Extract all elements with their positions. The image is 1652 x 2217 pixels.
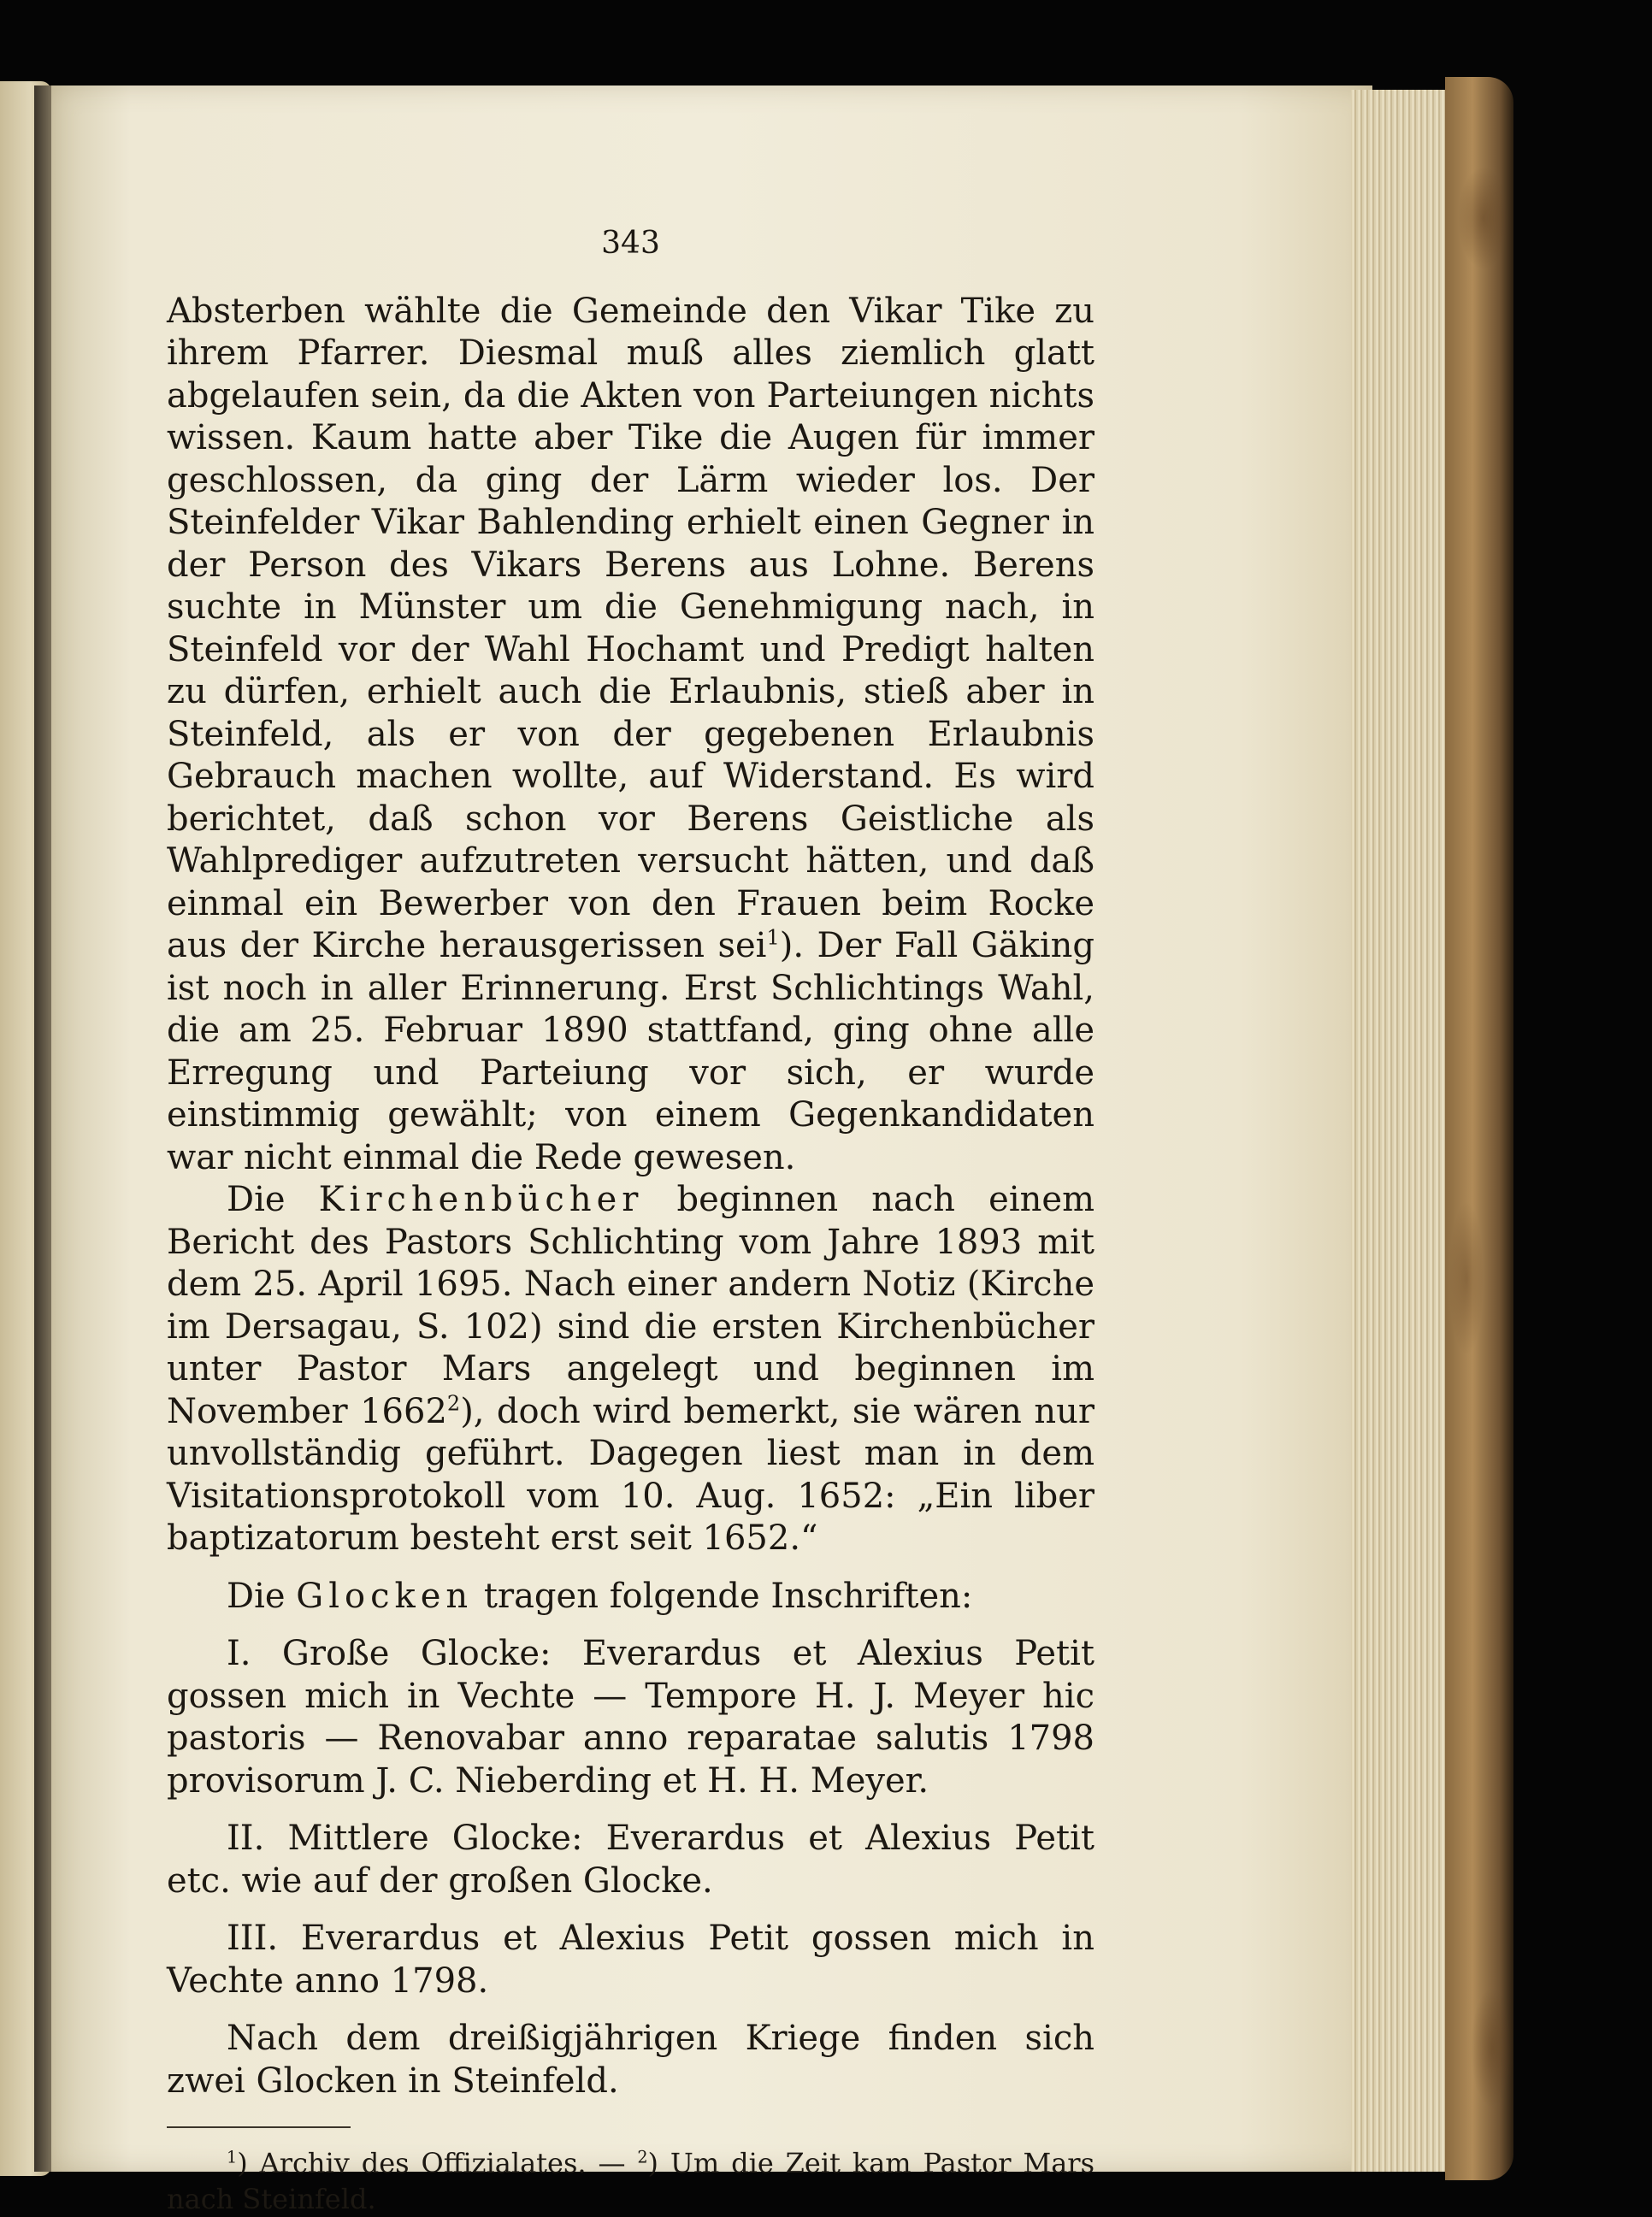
footnote-marker: 1 bbox=[766, 925, 780, 950]
emphasized-term: Glocken bbox=[296, 1576, 474, 1616]
paragraph-bells-intro bbox=[167, 1576, 1094, 1619]
paragraph-text: Absterben wählte die Gemeinde den Vikar Tike zu ihrem Pfarrer. Diesmal muß alles ziemlich glatt abgelaufen sein, da die Akten von Parteiungen nichts wissen. Kaum hatte aber Tike die Augen für immer geschlossen, da ging der Lärm wieder los. Der Steinfelder Vikar Bahlending erhielt einen Gegner in der Person des Vikars Berens aus Lohne. Berens suchte in Münster um die Genehmigung nach, in Steinfeld vor der Wahl Hochamt und Predigt halten zu dürfen, erhielt auch die Erlaubnis, stieß aber in Steinfeld, als er von der gegebenen Erlaubnis Gebrauch machen wollte, auf Widerstand. Es wird berichtet, daß schon vor Berens Geistliche als Wahlprediger aufzutreten versucht hätten, und daß einmal ein Bewerber von den Frauen beim Rocke aus der Kirche herausgerissen sei bbox=[167, 291, 1094, 965]
emphasized-term: Kirchenbücher bbox=[318, 1180, 644, 1219]
footnote-divider bbox=[167, 2126, 351, 2128]
cover-wear bbox=[1364, 81, 1513, 2185]
paragraph-text: beginnen nach einem Bericht des Pastors Schlichting vom Jahre 1893 mit dem 25. April 1695. Nach einer andern Notiz (Kirche im Dersagau, S. 102) sind die ersten Kirchenbücher unter Pastor Mars angelegt und beginnen im November 1662 bbox=[167, 1180, 1094, 1431]
footnote-text: ) Archiv des Offizialates. — bbox=[237, 2147, 638, 2179]
paragraph-bell-three: III. Everardus et Alexius Petit gossen mich in Vechte anno 1798. bbox=[167, 1919, 1094, 2001]
paragraph-text: tragen folgende Inschriften: bbox=[483, 1576, 973, 1616]
paragraph-election bbox=[167, 291, 1094, 1180]
paragraph-text: ). Der Fall Gäking ist noch in aller Erinnerung. Erst Schlichtings Wahl, die am 25. Februar 1890 stattfand, ging ohne alle Erregung und Parteiung vor sich, er wurde einstimmig gewählt; von einem Gegenkandidaten war nicht einmal die Rede gewesen. bbox=[167, 926, 1095, 1177]
paragraph-text: Die bbox=[227, 1576, 286, 1616]
paragraph-church-books bbox=[167, 1179, 1094, 1560]
page-number: 343 bbox=[601, 226, 660, 261]
footnote-marker: 1 bbox=[227, 2147, 238, 2167]
footnote-text: ) Um die Zeit kam Pastor Mars nach Steinfeld. bbox=[167, 2147, 1094, 2215]
paragraph-text: Die bbox=[227, 1180, 286, 1219]
footnote-marker: 2 bbox=[446, 1391, 461, 1416]
paragraph-thirty-years-war: Nach dem dreißigjährigen Kriege finden sich zwei Glocken in Steinfeld. bbox=[167, 2019, 1094, 2101]
footnote-marker: 2 bbox=[637, 2147, 648, 2167]
page-content bbox=[167, 222, 1094, 2217]
footnotes bbox=[167, 2145, 1094, 2217]
paragraph-bell-two: II. Mittlere Glocke: Everardus et Alexius Petit etc. wie auf der großen Glocke. bbox=[167, 1819, 1094, 1901]
paragraph-bell-one: I. Große Glocke: Everardus et Alexius Petit gossen mich in Vechte — Tempore H. J. Meyer hic pastoris — Renovabar anno reparatae salutis 1798 provisorum J. C. Nieberding et H. H. Meyer. bbox=[167, 1634, 1094, 1801]
paragraph-text: ), doch wird bemerkt, sie wären nur unvollständig geführt. Dagegen liest man in dem Visitationsprotokoll vom 10. Aug. 1652: „Ein liber baptizatorum besteht erst seit 1652.“ bbox=[167, 1391, 1094, 1558]
